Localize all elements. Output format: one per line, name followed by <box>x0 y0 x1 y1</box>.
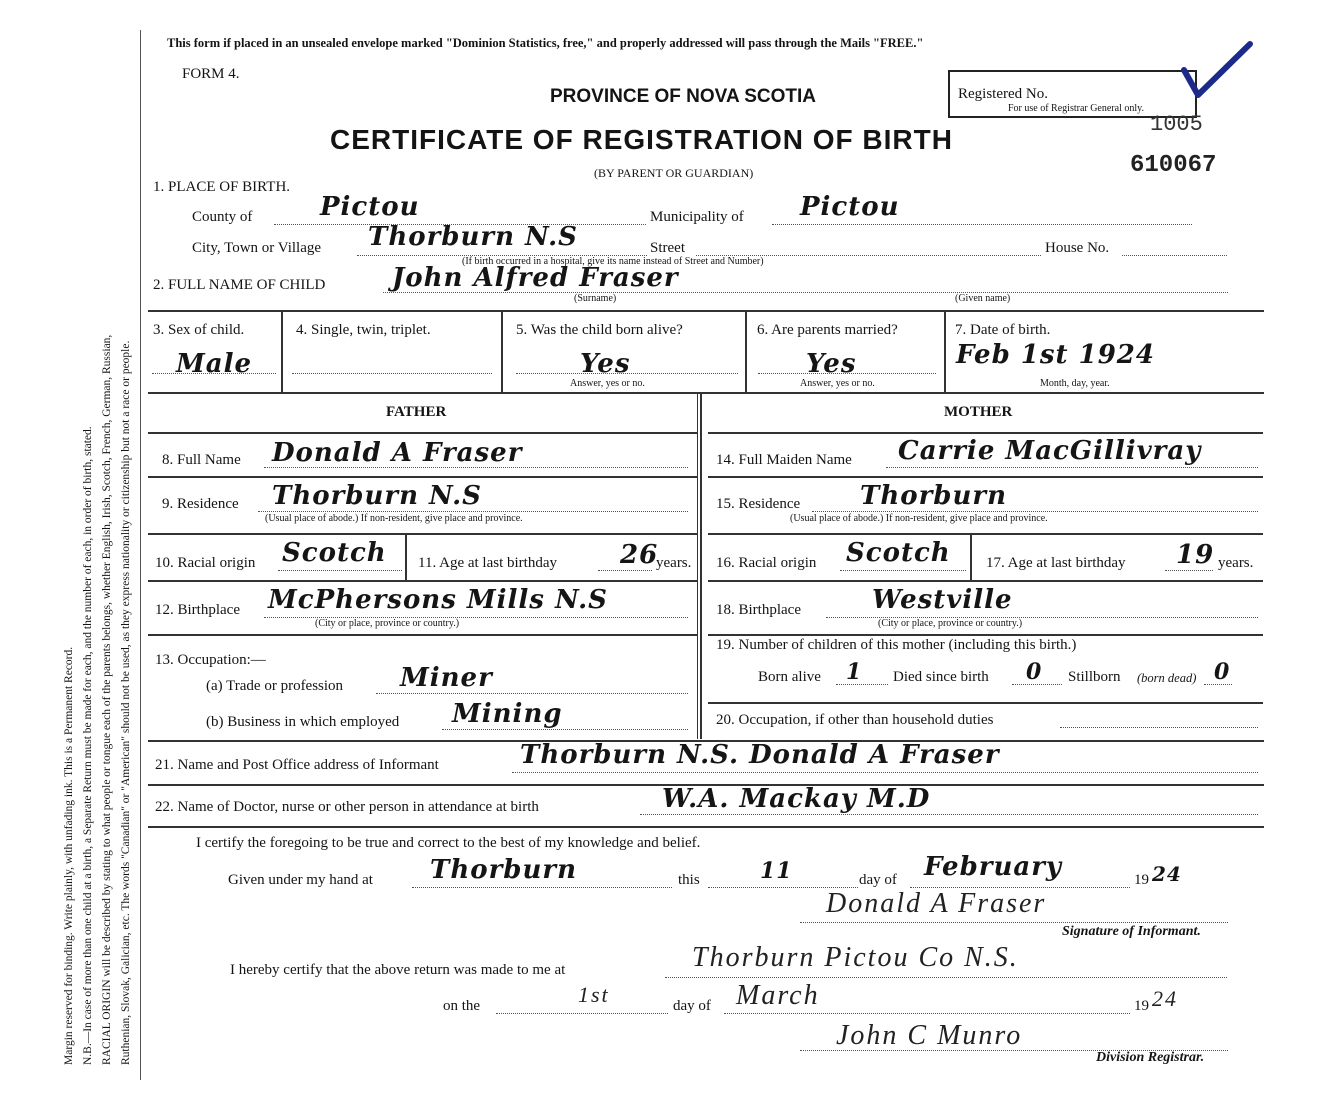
parents-married-value: Yes <box>806 349 857 379</box>
father-trade-value: Miner <box>400 663 493 693</box>
father-heading: FATHER <box>386 404 447 420</box>
given-this-label: this <box>678 872 700 888</box>
mother-name-value: Carrie MacGillivray <box>898 436 1202 466</box>
house-label: House No. <box>1045 240 1110 256</box>
single-twin-label: 4. Single, twin, triplet. <box>296 322 431 338</box>
margin-note-racial-origin: RACIAL ORIGIN will be described by stating to what people or tongue each of the parents belongs, whether English, Irish, Scotch, French, German, Russian, <box>101 334 113 1065</box>
rule-mother-19 <box>708 702 1263 704</box>
father-age-label: 11. Age at last birthday <box>418 555 557 571</box>
mother-residence-line <box>812 511 1258 512</box>
doctor-label: 22. Name of Doctor, nurse or other person in attendance at birth <box>155 799 539 815</box>
rule-mother-16 <box>708 580 1263 582</box>
registrar-month-value: March <box>736 980 820 1011</box>
given-name-note: (Given name) <box>955 293 1011 304</box>
mother-years-label: years. <box>1218 555 1254 571</box>
check-mark-icon <box>1178 40 1258 110</box>
sex-label: 3. Sex of child. <box>153 322 245 338</box>
informant-signature: Donald A Fraser <box>826 888 1047 919</box>
certify-statement: I certify the foregoing to be true and correct to the best of my knowledge and belief. <box>196 835 701 851</box>
date-of-birth-label: 7. Date of birth. <box>955 322 1051 338</box>
mother-residence-label: 15. Residence <box>716 496 801 512</box>
registrar-day-value: 1st <box>578 982 610 1007</box>
father-trade-line <box>376 693 688 694</box>
mother-age-value: 19 <box>1176 540 1215 570</box>
city-value: Thorburn N.S <box>368 222 578 252</box>
child-name-value: John Alfred Fraser <box>392 263 679 293</box>
margin-note-multiple-births: N.B.—In case of more than one child at a birth, a Separate Return must be made for each, and the number of each, in order of birth, stated. <box>82 426 94 1065</box>
mother-racial-value: Scotch <box>846 538 951 568</box>
born-alive-value: Yes <box>580 349 631 379</box>
informant-line <box>512 772 1258 773</box>
father-residence-note: (Usual place of abode.) If non-resident, give place and province. <box>265 513 523 524</box>
informant-signature-line <box>800 922 1228 923</box>
mother-heading: MOTHER <box>944 404 1013 420</box>
born-alive-label: 5. Was the child born alive? <box>516 322 683 338</box>
given-under-hand-label: Given under my hand at <box>228 872 373 888</box>
born-alive-count-label: Born alive <box>758 669 821 685</box>
born-alive-count-value: 1 <box>846 659 863 685</box>
father-racial-divider <box>405 535 407 580</box>
rule-mother-14 <box>708 476 1263 478</box>
died-since-birth-label: Died since birth <box>893 669 989 685</box>
certificate-subtitle: (BY PARENT OR GUARDIAN) <box>594 166 754 180</box>
mother-racial-label: 16. Racial origin <box>716 555 817 571</box>
stamp-number: 610067 <box>1130 152 1217 179</box>
doctor-value: W.A. Mackay M.D <box>662 784 931 814</box>
mother-occupation-line <box>1060 727 1258 728</box>
surname-note: (Surname) <box>574 293 617 304</box>
mother-birthplace-value: Westville <box>872 585 1013 615</box>
county-value: Pictou <box>320 192 420 222</box>
certificate-title: CERTIFICATE OF REGISTRATION OF BIRTH <box>330 124 953 155</box>
rule-father-10 <box>148 580 698 582</box>
informant-signature-label: Signature of Informant. <box>1062 924 1201 939</box>
mother-name-label: 14. Full Maiden Name <box>716 452 852 468</box>
father-name-value: Donald A Fraser <box>272 438 523 468</box>
died-since-birth-value: 0 <box>1026 659 1043 685</box>
given-year-prefix: 19 <box>1134 872 1149 888</box>
municipality-label: Municipality of <box>650 209 744 225</box>
father-age-line <box>598 570 652 571</box>
father-residence-value: Thorburn N.S <box>272 481 482 511</box>
margin-note-racial-origin-cont: Ruthenian, Slovak, Galician, etc. The words "Canadian" or "American" should not be used, as they express nationality or citizenship but not a race or people. <box>120 340 132 1065</box>
county-label: County of <box>192 209 253 225</box>
father-racial-line <box>278 570 402 571</box>
father-name-label: 8. Full Name <box>162 452 241 468</box>
father-racial-value: Scotch <box>282 538 387 568</box>
street-label: Street <box>650 240 685 256</box>
municipality-line <box>772 224 1192 225</box>
given-day-value: 11 <box>760 858 793 884</box>
given-day-of-label: day of <box>859 872 897 888</box>
stamp-top-number: 1005 <box>1150 112 1203 137</box>
stillborn-note: (born dead) <box>1137 671 1197 685</box>
mother-age-label: 17. Age at last birthday <box>986 555 1126 571</box>
father-business-line <box>442 729 688 730</box>
details-divider-4 <box>944 312 946 392</box>
registrar-signature: John C Munro <box>836 1020 1023 1051</box>
registrar-day-line <box>496 1013 668 1014</box>
mother-age-line <box>1165 570 1213 571</box>
child-name-label: 2. FULL NAME OF CHILD <box>153 277 326 293</box>
mother-name-line <box>886 467 1258 468</box>
parents-married-label: 6. Are parents married? <box>757 322 898 338</box>
mother-children-label: 19. Number of children of this mother (including this birth.) <box>716 637 1077 653</box>
form-number: FORM 4. <box>182 66 240 82</box>
mother-racial-line <box>840 570 966 571</box>
stillborn-label: Stillborn <box>1068 669 1121 685</box>
rule-mother-top <box>708 432 1263 434</box>
margin-rule <box>140 30 141 1080</box>
division-registrar-label: Division Registrar. <box>1096 1050 1205 1065</box>
father-age-value: 26 <box>620 540 659 570</box>
house-line <box>1122 255 1227 256</box>
hospital-note: (If birth occurred in a hospital, give its name instead of Street and Number) <box>462 256 764 267</box>
father-residence-label: 9. Residence <box>162 496 239 512</box>
rule-above-details <box>148 310 1264 312</box>
city-label: City, Town or Village <box>192 240 322 256</box>
date-of-birth-value: Feb 1st 1924 <box>956 340 1155 370</box>
rule-father-9 <box>148 533 698 535</box>
registrar-month-line <box>724 1013 1130 1014</box>
mother-birthplace-label: 18. Birthplace <box>716 602 801 618</box>
given-place-line <box>412 887 672 888</box>
registered-label: Registered No. <box>958 86 1048 102</box>
rule-father-8 <box>148 476 698 478</box>
father-years-label: years. <box>656 555 692 571</box>
father-birthplace-note: (City or place, province or country.) <box>315 618 460 629</box>
given-place-value: Thorburn <box>430 855 577 885</box>
mother-racial-divider <box>970 535 972 580</box>
registrar-day-of-label: day of <box>673 998 711 1014</box>
parents-married-answer-note: Answer, yes or no. <box>800 378 875 389</box>
province-heading: PROVINCE OF NOVA SCOTIA <box>550 86 817 107</box>
mother-residence-note: (Usual place of abode.) If non-resident, give place and province. <box>790 513 1048 524</box>
registrar-year-prefix: 19 <box>1134 998 1149 1014</box>
registrar-place-line <box>665 977 1227 978</box>
father-birthplace-label: 12. Birthplace <box>155 602 240 618</box>
father-birthplace-value: McPhersons Mills N.S <box>268 585 608 615</box>
margin-note-binding: Margin reserved for binding. Write plainly, with unfading ink. This is a Permanent Record. <box>63 646 75 1065</box>
details-divider-2 <box>501 312 503 392</box>
mother-residence-value: Thorburn <box>860 481 1007 511</box>
rule-mother-15 <box>708 533 1263 535</box>
rule-below-doctor <box>148 826 1264 828</box>
rule-father-top <box>148 432 698 434</box>
registrar-year-value: 24 <box>1152 986 1178 1011</box>
father-column-rule <box>697 394 698 739</box>
rule-father-12 <box>148 634 698 636</box>
stillborn-value: 0 <box>1214 659 1231 685</box>
registrar-place-value: Thorburn Pictou Co N.S. <box>692 942 1019 973</box>
informant-label: 21. Name and Post Office address of Informant <box>155 757 439 773</box>
doctor-line <box>640 814 1258 815</box>
born-alive-answer-note: Answer, yes or no. <box>570 378 645 389</box>
father-racial-label: 10. Racial origin <box>155 555 256 571</box>
margin-notes <box>60 335 136 1065</box>
mother-occupation-label: 20. Occupation, if other than household duties <box>716 712 994 728</box>
rule-mother-18 <box>708 634 1263 636</box>
single-twin-line <box>292 373 492 374</box>
mail-notice: This form if placed in an unsealed envelope marked "Dominion Statistics, free," and properly addressed will pass through the Mails "FREE." <box>167 36 924 50</box>
details-divider-3 <box>745 312 747 392</box>
father-occupation-label: 13. Occupation:— <box>155 652 266 668</box>
father-business-label: (b) Business in which employed <box>206 714 400 730</box>
father-business-value: Mining <box>452 699 563 729</box>
place-heading: 1. PLACE OF BIRTH. <box>153 179 291 195</box>
given-year-value: 24 <box>1152 862 1182 886</box>
mother-birthplace-note: (City or place, province or country.) <box>878 618 1023 629</box>
father-trade-label: (a) Trade or profession <box>206 678 344 694</box>
informant-value: Thorburn N.S. Donald A Fraser <box>520 740 1000 770</box>
given-month-value: February <box>924 852 1063 882</box>
rule-below-details <box>148 392 1264 394</box>
registrar-note: For use of Registrar General only. <box>1008 103 1144 114</box>
sex-value: Male <box>176 349 253 379</box>
municipality-value: Pictou <box>800 192 900 222</box>
parents-divider <box>700 394 702 739</box>
details-divider-1 <box>281 312 283 392</box>
date-of-birth-note: Month, day, year. <box>1040 378 1110 389</box>
registered-box <box>948 70 1197 118</box>
father-residence-line <box>258 511 688 512</box>
registrar-on-the-label: on the <box>443 998 481 1014</box>
registrar-statement: I hereby certify that the above return was made to me at <box>230 962 566 978</box>
